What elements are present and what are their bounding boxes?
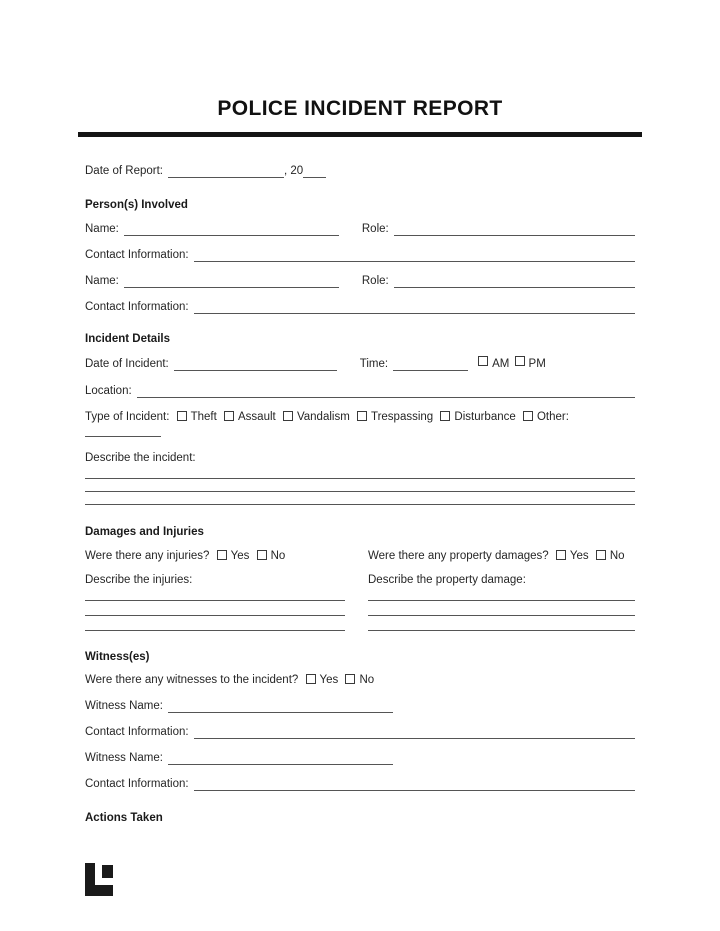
injuries-column <box>85 549 345 631</box>
incident-date-field[interactable] <box>174 359 337 371</box>
date-of-report-row <box>85 164 635 178</box>
writing-line[interactable] <box>85 478 635 479</box>
location-field[interactable] <box>137 386 635 398</box>
damages-question-row <box>368 549 635 563</box>
witness-name-label: Witness Name: <box>85 700 163 712</box>
checkbox-damages-no-icon[interactable] <box>596 550 606 560</box>
checkbox-trespassing-icon[interactable] <box>357 411 367 421</box>
type-option-disturbance <box>438 411 515 423</box>
checkbox-disturbance-icon[interactable] <box>440 411 450 421</box>
contact-field-1[interactable] <box>194 250 635 262</box>
location-row <box>85 384 635 398</box>
witness-name-field-2[interactable] <box>168 753 393 765</box>
type-option-label: Assault <box>238 411 276 423</box>
incident-type-label: Type of Incident: <box>85 411 170 423</box>
name-field-2[interactable] <box>124 276 339 288</box>
witnesses-question: Were there any witnesses to the incident? <box>85 674 299 686</box>
name-label: Name: <box>85 275 119 287</box>
checkbox-witness-yes-icon[interactable] <box>306 674 316 684</box>
title-rule <box>78 132 642 137</box>
contact-label: Contact Information: <box>85 301 189 313</box>
date-of-report-field[interactable] <box>168 166 284 178</box>
time-field[interactable] <box>393 359 468 371</box>
writing-line[interactable] <box>85 600 345 601</box>
person-row-1 <box>85 222 635 236</box>
writing-line[interactable] <box>85 504 635 505</box>
type-option-vandalism <box>281 411 350 423</box>
contact-label: Contact Information: <box>85 249 189 261</box>
name-label: Name: <box>85 223 119 235</box>
writing-line[interactable] <box>85 491 635 492</box>
checkbox-am-icon[interactable] <box>478 356 488 366</box>
persons-involved-heading: Person(s) Involved <box>85 199 188 211</box>
role-label: Role: <box>361 223 389 235</box>
witness-name-field-1[interactable] <box>168 701 393 713</box>
person-row-2 <box>85 274 635 288</box>
type-option-trespassing <box>355 411 433 423</box>
type-option-other <box>521 411 569 423</box>
contact-label: Contact Information: <box>85 726 189 738</box>
property-damage-column <box>368 549 635 631</box>
damages-question: Were there any property damages? <box>368 550 549 562</box>
checkbox-witness-no-icon[interactable] <box>345 674 355 684</box>
time-label: Time: <box>359 358 389 370</box>
checkbox-injuries-yes-icon[interactable] <box>217 550 227 560</box>
yes-label: Yes <box>319 674 339 686</box>
year-prefix-label: , 20 <box>283 165 304 177</box>
incident-date-label: Date of Incident: <box>85 358 169 370</box>
no-label: No <box>609 550 625 562</box>
checkbox-pm-icon[interactable] <box>515 356 525 366</box>
type-option-label: Disturbance <box>454 411 516 423</box>
contact-field-2[interactable] <box>194 302 635 314</box>
witnesses-question-row <box>85 673 635 687</box>
logo-top-right-block <box>102 865 113 878</box>
checkbox-other-icon[interactable] <box>523 411 533 421</box>
checkbox-damages-yes-icon[interactable] <box>556 550 566 560</box>
injuries-question-row <box>85 549 345 563</box>
other-type-field[interactable] <box>85 436 161 437</box>
type-option-label: Other: <box>536 411 569 423</box>
witness-contact-field-2[interactable] <box>194 779 635 791</box>
describe-incident-label: Describe the incident: <box>85 452 196 464</box>
contact-row-2 <box>85 300 635 314</box>
contact-label: Contact Information: <box>85 778 189 790</box>
incident-details-heading: Incident Details <box>85 333 170 345</box>
witness-contact-row-1 <box>85 725 635 739</box>
type-option-theft <box>175 411 217 423</box>
witness-contact-row-2 <box>85 777 635 791</box>
year-field[interactable] <box>303 166 326 178</box>
incident-date-time-row <box>85 356 635 371</box>
pm-label: PM <box>528 358 546 370</box>
describe-injuries-label: Describe the injuries: <box>85 574 193 586</box>
page-title: POLICE INCIDENT REPORT <box>217 97 503 120</box>
writing-line[interactable] <box>368 615 635 616</box>
no-label: No <box>270 550 286 562</box>
logo-bottom-bar <box>85 885 113 896</box>
writing-line[interactable] <box>368 630 635 631</box>
actions-taken-heading: Actions Taken <box>85 812 163 824</box>
witness-name-row-1 <box>85 699 635 713</box>
type-option-assault <box>222 411 276 423</box>
writing-line[interactable] <box>85 615 345 616</box>
damages-injuries-heading: Damages and Injuries <box>85 526 204 538</box>
role-label: Role: <box>361 275 389 287</box>
type-option-label: Theft <box>190 411 217 423</box>
yes-label: Yes <box>230 550 250 562</box>
incident-type-row <box>85 410 635 424</box>
legal-templates-logo-icon <box>85 863 113 896</box>
checkbox-assault-icon[interactable] <box>224 411 234 421</box>
checkbox-injuries-no-icon[interactable] <box>257 550 267 560</box>
role-field-2[interactable] <box>394 276 635 288</box>
witness-contact-field-1[interactable] <box>194 727 635 739</box>
type-option-label: Vandalism <box>296 411 350 423</box>
date-of-report-label: Date of Report: <box>85 165 163 177</box>
writing-line[interactable] <box>85 630 345 631</box>
name-field-1[interactable] <box>124 224 339 236</box>
describe-damage-label: Describe the property damage: <box>368 574 526 586</box>
yes-label: Yes <box>569 550 589 562</box>
injuries-question: Were there any injuries? <box>85 550 210 562</box>
role-field-1[interactable] <box>394 224 635 236</box>
witnesses-heading: Witness(es) <box>85 651 150 663</box>
checkbox-theft-icon[interactable] <box>177 411 187 421</box>
am-pm-group <box>476 356 546 371</box>
am-label: AM <box>492 358 510 370</box>
no-label: No <box>359 674 375 686</box>
witness-name-row-2 <box>85 751 635 765</box>
location-label: Location: <box>85 385 132 397</box>
writing-line[interactable] <box>368 600 635 601</box>
witness-name-label: Witness Name: <box>85 752 163 764</box>
contact-row-1 <box>85 248 635 262</box>
checkbox-vandalism-icon[interactable] <box>283 411 293 421</box>
type-option-label: Trespassing <box>370 411 434 423</box>
damages-injuries-columns <box>85 549 635 631</box>
